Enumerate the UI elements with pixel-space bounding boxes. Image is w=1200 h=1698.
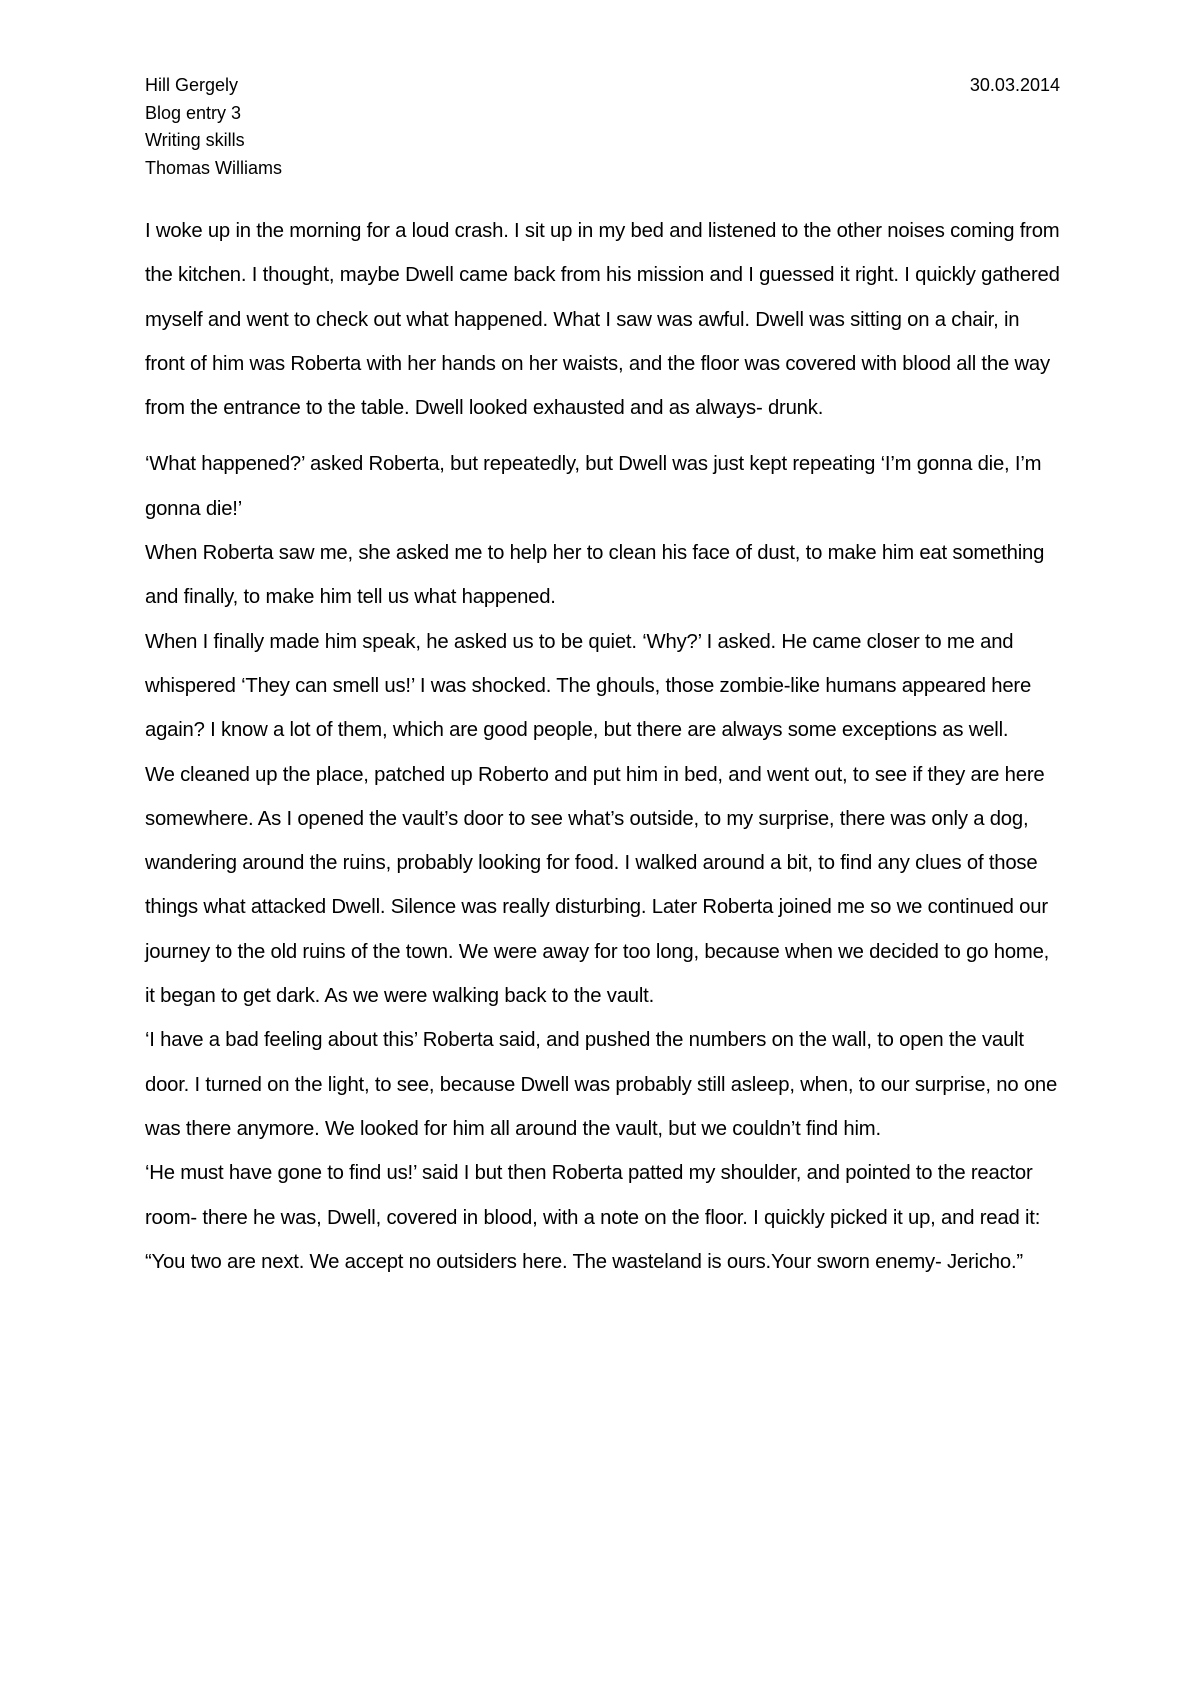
paragraph: When I finally made him speak, he asked us to be quiet. ‘Why?’ I asked. He came closer to me and whispered ‘They can smell us!’ I was shocked. The ghouls, those zombie-like humans appeared here again? I know a lot of them, which are good people, but there are always some exceptions as well. — [145, 630, 1032, 742]
paragraph: When Roberta saw me, she asked me to help her to clean his face of dust, to make him eat something and finally, to make him tell us what happened. — [145, 542, 1045, 609]
paragraph: We cleaned up the place, patched up Roberto and put him in bed, and went out, to see if they are here somewhere. As I opened the vault’s door to see what’s outside, to my surprise, there was only a dog, wandering around the ruins, probably looking for food. I walked around a bit, to find any clues of those things what attacked Dwell. Silence was really disturbing. Later Roberta joined me so we continued our journey to the old ruins of the town. We were away for too long, because when we decided to go home, it began to get dark. As we were walking back to the vault. — [145, 763, 1050, 1008]
paragraph: ‘He must have gone to find us!’ said I but then Roberta patted my shoulder, and pointed to the reactor room- there he was, Dwell, covered in blood, with a note on the floor. I quickly picked it up, and read it: “You two are next. We accept no outsiders here. The wasteland is ours.Your sworn enemy- Jericho.” — [145, 1162, 1041, 1273]
paragraph: ‘I have a bad feeling about this’ Roberta said, and pushed the numbers on the wall, to open the vault door. I turned on the light, to see, because Dwell was probably still asleep, when, to our surprise, no one was there anymore. We looked for him all around the vault, but we couldn’t find him. — [145, 1029, 1058, 1140]
story-body — [145, 209, 1060, 1284]
document-date: 30.03.2014 — [969, 75, 1060, 95]
teacher-name: Thomas Williams — [145, 157, 283, 178]
entry-title: Blog entry 3 — [145, 102, 242, 123]
author-name: Hill Gergely — [145, 75, 239, 95]
document-header — [145, 72, 1060, 182]
paragraph: ‘What happened?’ asked Roberta, but repeatedly, but Dwell was just kept repeating ‘I’m gonna die, I’m gonna die!’ — [145, 453, 1042, 520]
paragraph: I woke up in the morning for a loud crash. I sit up in my bed and listened to the other noises coming from the kitchen. I thought, maybe Dwell came back from his mission and I guessed it right. I quickly gathered myself and went to check out what happened. What I saw was awful. Dwell was sitting on a chair, in front of him was Roberta with her hands on her waists, and the floor was covered with blood all the way from the entrance to the table. Dwell looked exhausted and as always- drunk. — [145, 220, 1060, 420]
course-name: Writing skills — [145, 130, 245, 150]
